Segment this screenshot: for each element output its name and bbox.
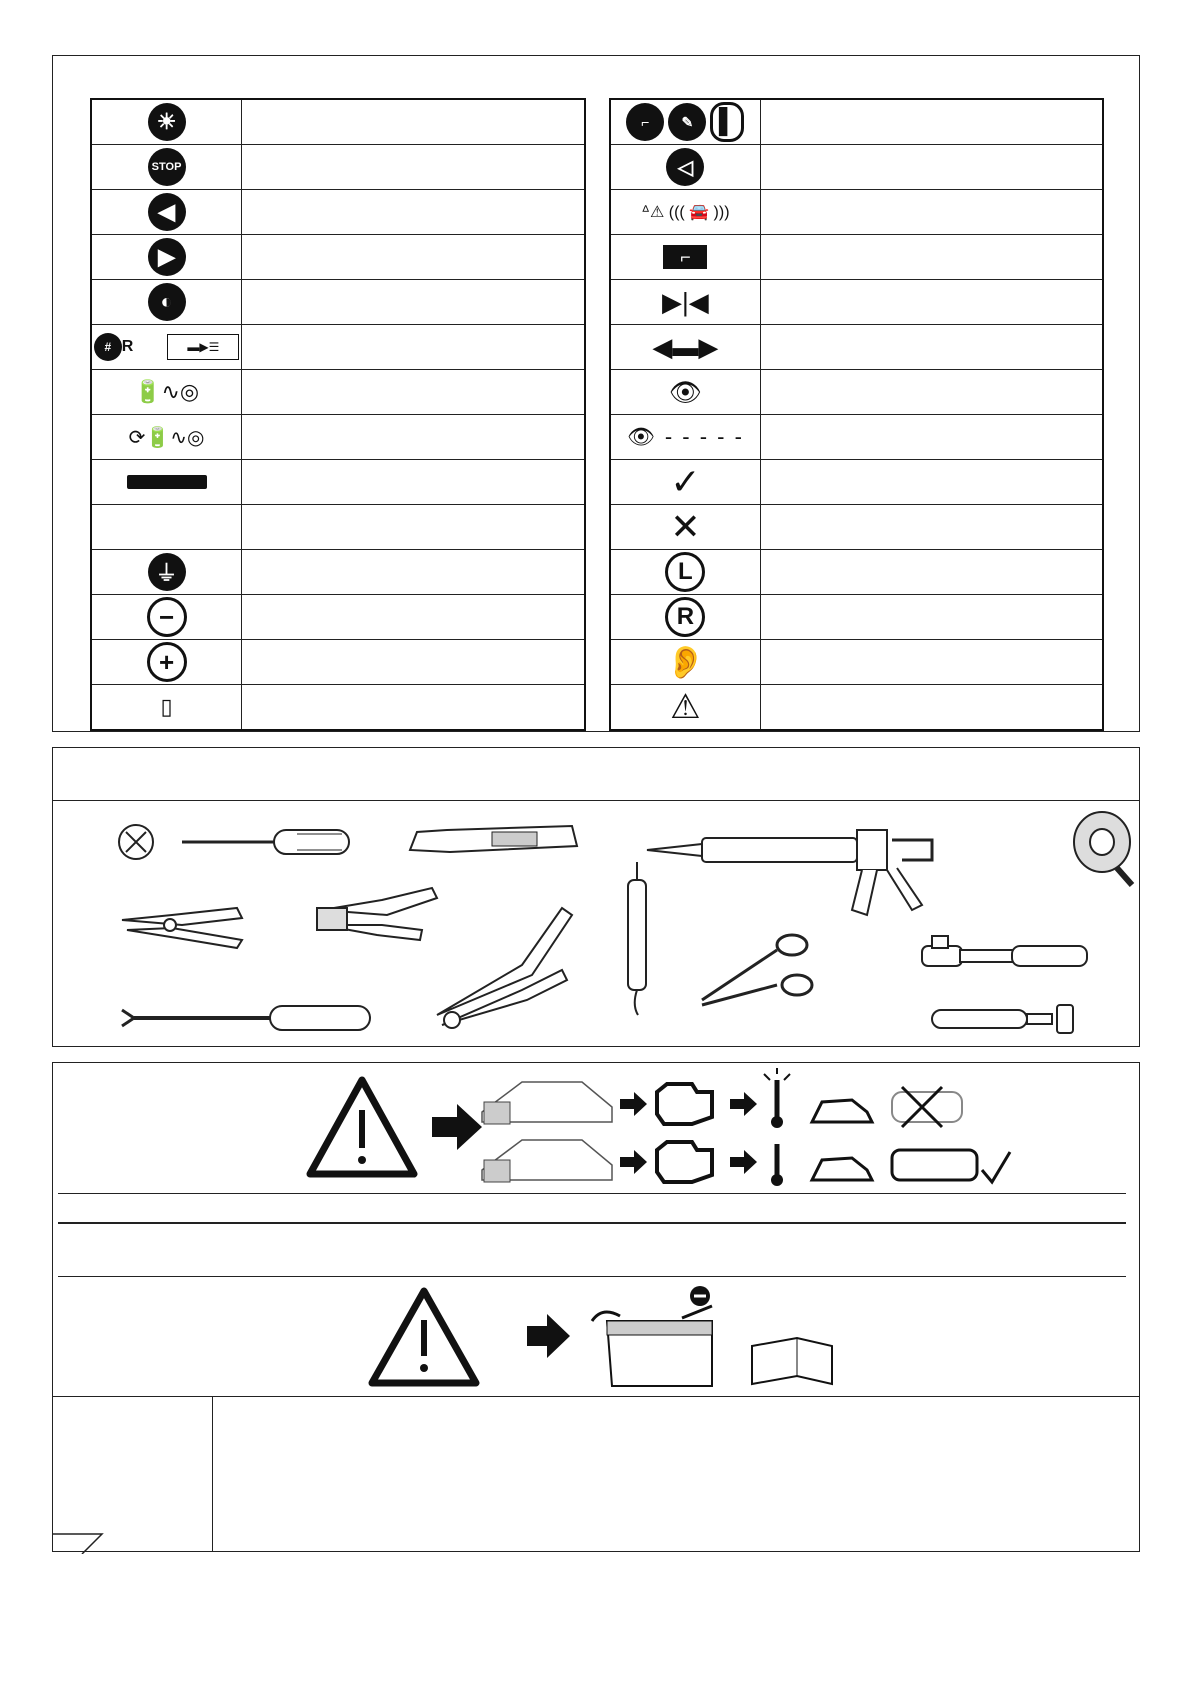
page-corner-mark-icon xyxy=(52,1520,112,1554)
symbol-description xyxy=(760,280,1103,325)
check-icon xyxy=(610,460,760,505)
warnings-divider-2 xyxy=(58,1222,1126,1224)
plus-icon xyxy=(91,640,242,685)
battery-disconnect-icon xyxy=(592,1286,712,1386)
symbol-row xyxy=(610,460,1103,505)
trailer-icon xyxy=(127,475,207,489)
ratchet-wrench-icon xyxy=(922,936,1087,966)
symbol-row xyxy=(610,325,1103,370)
caulking-gun-icon xyxy=(647,830,932,915)
symbol-row xyxy=(610,640,1103,685)
manual-book-icon xyxy=(752,1338,832,1384)
symbol-description xyxy=(242,595,585,640)
arrow-icon xyxy=(620,1150,647,1174)
eye-look-icon xyxy=(610,415,760,460)
phillips-head-icon xyxy=(119,825,153,859)
electronics-icons: ⌐ xyxy=(626,103,664,141)
fog-lamp-icon: ◐ xyxy=(148,283,186,321)
switch-icon xyxy=(610,235,760,280)
symbol-row xyxy=(610,685,1103,731)
wire-stripper-icon xyxy=(317,888,437,940)
notes-column-divider xyxy=(212,1396,213,1552)
right-circle-icon xyxy=(610,595,760,640)
symbol-row xyxy=(91,640,585,685)
fuse-icon xyxy=(91,685,242,731)
car-trailer-ok-icon xyxy=(812,1150,1010,1182)
symbol-description xyxy=(242,460,585,505)
thermometer-icon xyxy=(771,1144,783,1186)
symbol-row xyxy=(91,235,585,280)
battery-connector-icon: 🔋∿◎ xyxy=(134,379,200,404)
symbol-description xyxy=(242,685,585,731)
screwdriver-icon xyxy=(182,830,349,854)
electronics-icons: ✎ xyxy=(668,103,706,141)
tape-roll-icon xyxy=(1074,812,1132,885)
symbol-row xyxy=(91,325,585,370)
symbol-row xyxy=(91,190,585,235)
speaker-icon: ◁ xyxy=(666,148,704,186)
arrow-icon xyxy=(730,1092,757,1116)
pull-apart-icon xyxy=(610,325,760,370)
eye-icon xyxy=(610,370,760,415)
plus-icon: + xyxy=(147,642,187,682)
arrow-icon xyxy=(432,1104,482,1150)
symbol-description xyxy=(242,640,585,685)
reverse-label: R xyxy=(121,338,134,355)
symbol-row xyxy=(91,370,585,415)
arrow-icon xyxy=(527,1314,570,1358)
symbol-description xyxy=(242,325,585,370)
speaker-icon xyxy=(610,145,760,190)
ground-icon: ⏚ xyxy=(148,553,186,591)
warning-cooling-diagram xyxy=(52,1062,1140,1192)
pull-apart-icon: ◀▬▶ xyxy=(652,332,719,362)
sun-lamp-icon xyxy=(91,99,242,145)
symbol-row xyxy=(610,370,1103,415)
car-alarm-icon: ᐞ⚠ ((( 🚘 ))) xyxy=(641,204,730,221)
cross-icon xyxy=(610,505,760,550)
symbol-row xyxy=(91,595,585,640)
check-icon: ✓ xyxy=(670,461,701,502)
symbol-row xyxy=(91,99,585,145)
engine-icon xyxy=(657,1084,712,1124)
symbol-table-right xyxy=(609,98,1104,731)
symbol-description xyxy=(760,550,1103,595)
symbol-description xyxy=(760,370,1103,415)
car-front-icon xyxy=(482,1082,612,1124)
voltage-tester-icon xyxy=(628,862,646,1015)
symbol-row xyxy=(610,145,1103,190)
left-circle-icon xyxy=(610,550,760,595)
symbol-description xyxy=(760,460,1103,505)
symbol-row xyxy=(610,99,1103,145)
tools-illustration xyxy=(52,800,1140,1047)
electronics-icons xyxy=(610,99,760,145)
symbol-row xyxy=(610,235,1103,280)
socket-extension-icon xyxy=(932,1005,1073,1033)
symbol-description xyxy=(760,190,1103,235)
trim-removal-tool-icon xyxy=(122,1006,370,1030)
battery-connector-icon xyxy=(91,370,242,415)
symbol-description xyxy=(242,190,585,235)
symbol-description xyxy=(760,235,1103,280)
switch-icon: ⌐ xyxy=(663,245,707,269)
ignition-battery-icon: ⟳🔋∿◎ xyxy=(128,426,205,449)
press-in-icon: ▶|◀ xyxy=(662,287,709,317)
trailer-icon xyxy=(91,460,242,505)
symbol-description xyxy=(242,370,585,415)
warning-triangle-icon xyxy=(372,1291,476,1383)
symbol-row xyxy=(91,145,585,190)
symbol-description xyxy=(242,235,585,280)
symbol-description xyxy=(760,685,1103,731)
symbol-description xyxy=(242,99,585,145)
eye-look-icon: 👁 - - - - - xyxy=(626,424,744,449)
reverse-gear-icon: # xyxy=(94,333,122,361)
press-in-icon xyxy=(610,280,760,325)
symbol-row xyxy=(610,415,1103,460)
reverse-gear-icon xyxy=(91,325,242,370)
stop-label: STOP xyxy=(148,148,186,186)
symbol-description xyxy=(242,280,585,325)
empty-symbol-cell xyxy=(91,505,242,550)
warning-icon xyxy=(610,685,760,731)
symbol-description xyxy=(242,415,585,460)
arrow-right-icon: ▶ xyxy=(148,238,186,276)
eye-icon: 👁 xyxy=(668,377,702,407)
symbol-description xyxy=(760,145,1103,190)
fuse-icon: ▯ xyxy=(160,694,173,719)
car-front-icon xyxy=(482,1140,612,1182)
symbol-description xyxy=(760,640,1103,685)
symbol-description xyxy=(242,505,585,550)
engine-icon xyxy=(657,1142,712,1182)
symbol-description xyxy=(242,550,585,595)
right-label: R xyxy=(665,597,705,637)
notes-divider xyxy=(52,1396,1140,1397)
diagonal-cutters-icon xyxy=(122,908,242,948)
warning-triangle-icon xyxy=(310,1080,414,1174)
minus-icon: − xyxy=(147,597,187,637)
crimping-tool-icon xyxy=(437,908,572,1028)
arrow-icon xyxy=(730,1150,757,1174)
warning-icon: ⚠ xyxy=(670,688,701,726)
arrow-left-icon xyxy=(91,190,242,235)
symbol-row xyxy=(91,505,585,550)
symbol-row xyxy=(91,280,585,325)
utility-knife-icon xyxy=(410,826,577,852)
symbol-description xyxy=(760,505,1103,550)
car-alarm-icon xyxy=(610,190,760,235)
symbol-description xyxy=(760,325,1103,370)
symbol-row xyxy=(610,550,1103,595)
ground-icon xyxy=(91,550,242,595)
warning-battery-diagram xyxy=(52,1276,1140,1396)
symbol-row xyxy=(91,415,585,460)
cross-icon: ✕ xyxy=(670,506,701,547)
left-label: L xyxy=(665,552,705,592)
symbol-description xyxy=(242,145,585,190)
car-trailer-crossed-icon xyxy=(812,1087,962,1127)
scissors-icon xyxy=(702,935,812,1005)
reverse-gear-icon: ▬▶☰ xyxy=(167,334,239,360)
ignition-battery-icon xyxy=(91,415,242,460)
symbol-row xyxy=(610,595,1103,640)
arrow-icon xyxy=(620,1092,647,1116)
minus-icon xyxy=(91,595,242,640)
arrow-right-icon xyxy=(91,235,242,280)
arrow-left-icon: ◀ xyxy=(148,193,186,231)
symbol-row xyxy=(91,685,585,731)
symbol-row xyxy=(610,190,1103,235)
sun-lamp-icon: ☀ xyxy=(148,103,186,141)
symbol-description xyxy=(760,415,1103,460)
stop-icon xyxy=(91,145,242,190)
ear-icon xyxy=(610,640,760,685)
electronics-icons: ▌ xyxy=(710,102,744,142)
symbol-row xyxy=(91,550,585,595)
symbol-description xyxy=(760,99,1103,145)
symbol-table-left xyxy=(90,98,586,731)
symbol-row xyxy=(610,505,1103,550)
symbol-row xyxy=(610,280,1103,325)
symbol-row xyxy=(91,460,585,505)
warnings-divider-1 xyxy=(58,1193,1126,1194)
fog-lamp-icon xyxy=(91,280,242,325)
thermometer-hot-icon xyxy=(764,1068,790,1128)
ear-icon: 👂 xyxy=(665,644,706,680)
symbol-description xyxy=(760,595,1103,640)
